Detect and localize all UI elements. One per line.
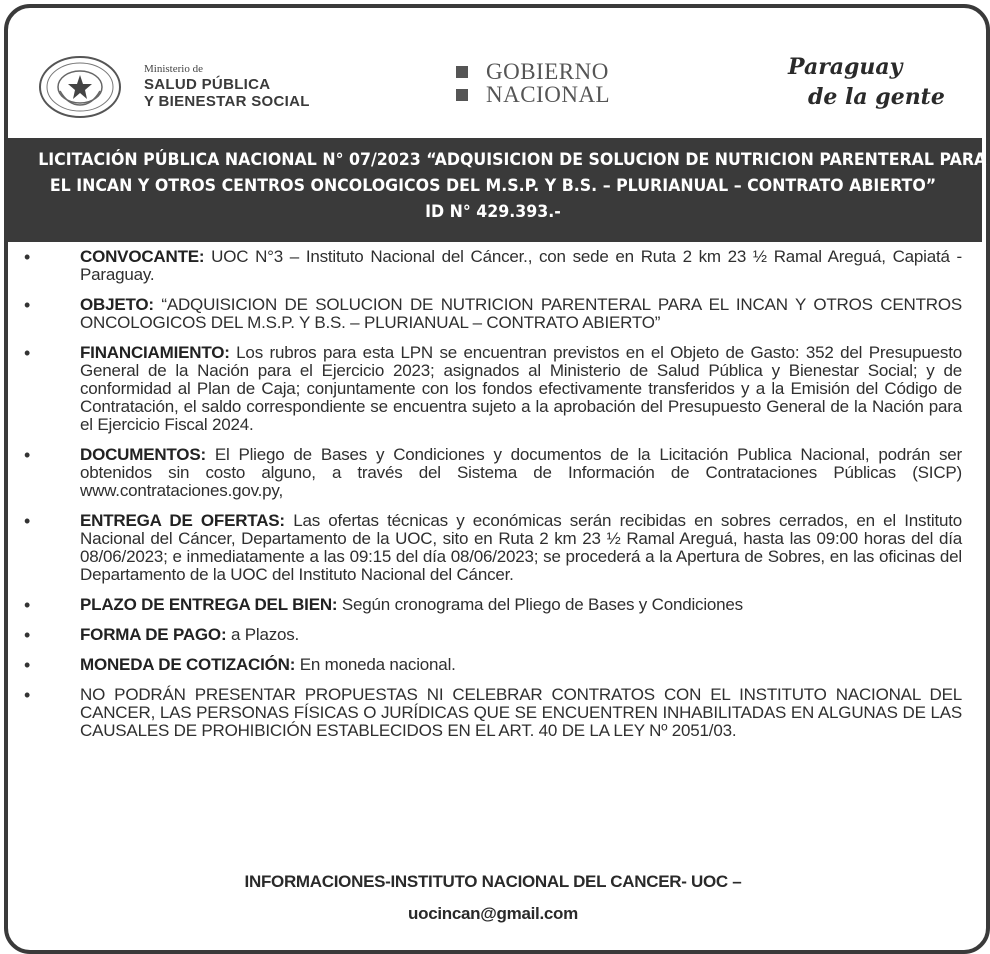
gobierno-nacional-logo [456,60,610,106]
square-icon [456,89,468,101]
item-text: NO PODRÁN PRESENTAR PROPUESTAS NI CELEBRAR CONTRATOS CON EL INSTITUTO NACIONAL DEL CANCER, LAS PERSONAS FÍSICAS O JURÍDICAS QUE SE ENCUENTREN INHABILITADAS EN ALGUNAS DE LAS CAUSALES DE PROHIBICIÓN ESTABLECIDOS EN EL ART. 40 DE LA LEY Nº 2051/03. [80,685,962,740]
list-item-prohibicion [4,686,982,740]
item-text: “ADQUISICION DE SOLUCION DE NUTRICION PARENTERAL PARA EL INCAN Y OTROS CENTROS ONCOLOGICOS DEL M.S.P. Y B.S. – PLURIANUAL – CONTRATO ABIERTO” [80,295,962,332]
slogan-line2: de la gente [808,84,945,110]
ministry-name-line1: SALUD PÚBLICA [144,76,271,93]
gobierno-line2: NACIONAL [486,82,611,107]
bullet-icon: • [24,685,31,705]
item-text: Según cronograma del Pliego de Bases y Condiciones [337,595,743,614]
bullet-icon: • [24,295,31,315]
item-label: FINANCIAMIENTO: [80,343,230,362]
national-seal-icon [38,55,122,119]
item-label: DOCUMENTOS: [80,445,206,464]
bullet-icon: • [24,343,31,363]
list-item-moneda [4,656,982,674]
item-text: Los rubros para esta LPN se encuentran previstos en el Objeto de Gasto: 352 del Presupuesto General de la Nación para el Ejercicio 2023; asignados al Ministerio de Salud Pública y Bienestar Social; y de conformidad al Plan de Caja; conjuntamente con los fondos efectivamente transferidos y a la Emisión del Código de Contratación, el saldo correspondiente se encuentra sujeto a la aprobación del Presupuesto General de la Nación para el Ejercicio Fiscal 2024. [80,343,962,434]
list-item-plazo-entrega [4,596,982,614]
ministry-small-label: Ministerio de [144,63,203,75]
title-line3: ID N° 429.393.- [425,202,561,222]
item-text: En moneda nacional. [295,655,456,674]
title-line2: EL INCAN Y OTROS CENTROS ONCOLOGICOS DEL M.S.P. Y B.S. – PLURIANUAL – CONTRATO ABIERTO” [49,176,937,196]
footer-info: INFORMACIONES-INSTITUTO NACIONAL DEL CANCER- UOC – [244,872,742,891]
list-item-objeto [4,296,982,332]
item-text: El Pliego de Bases y Condiciones y documentos de la Licitación Publica Nacional, podrán ser obtenidos sin costo alguno, a través del Sistema de Información de Contrataciones Públicas (SICP) www.contrataciones.gov.py, [80,445,962,500]
list-item-financiamiento [4,344,982,434]
ministry-logo [144,64,310,109]
square-icon [456,66,468,78]
item-label: OBJETO: [80,295,154,314]
bullet-icon: • [24,655,31,675]
notice-items-list [4,248,982,752]
list-item-forma-pago [4,626,982,644]
item-text: a Plazos. [226,625,300,644]
item-label: FORMA DE PAGO: [80,625,227,644]
ministry-name-line2: Y BIENESTAR SOCIAL [144,93,310,110]
item-text: UOC N°3 – Instituto Nacional del Cáncer., con sede en Ruta 2 km 23 ½ Ramal Areguá, Capiatá - Paraguay. [80,247,962,284]
list-item-documentos [4,446,982,500]
bullet-icon: • [24,625,31,645]
slogan-line1: Paraguay [788,54,903,80]
item-label: CONVOCANTE: [80,247,205,266]
list-item-convocante [4,248,982,284]
bullet-icon: • [24,511,31,531]
gobierno-line1: GOBIERNO [486,59,609,84]
bullet-icon: • [24,445,31,465]
footer-email: uocincan@gmail.com [408,904,578,923]
item-label: PLAZO DE ENTREGA DEL BIEN: [80,595,338,614]
title-line1: LICITACIÓN PÚBLICA NACIONAL N° 07/2023 “ADQUISICION DE SOLUCION DE NUTRICION PARENTERAL PARA [38,150,987,170]
item-label: ENTREGA DE OFERTAS: [80,511,285,530]
item-label: MONEDA DE COTIZACIÓN: [80,655,296,674]
item-text: Las ofertas técnicas y económicas serán recibidas en sobres cerrados, en el Instituto Nacional del Cáncer, Departamento de la UOC, sito en Ruta 2 km 23 ½ Ramal Areguá, hasta las 09:00 horas del día 08/06/2023; e inmediatamente a las 09:15 del día 08/06/2023; se procederá a la Apertura de Sobres, en las oficinas del Departamento de la UOC del Instituto Nacional del Cáncer. [80,511,963,584]
list-item-entrega-ofertas [4,512,982,584]
title-banner [4,138,987,242]
bullet-icon: • [24,247,31,267]
bullet-icon: • [24,595,31,615]
paraguay-slogan-logo [788,52,945,112]
